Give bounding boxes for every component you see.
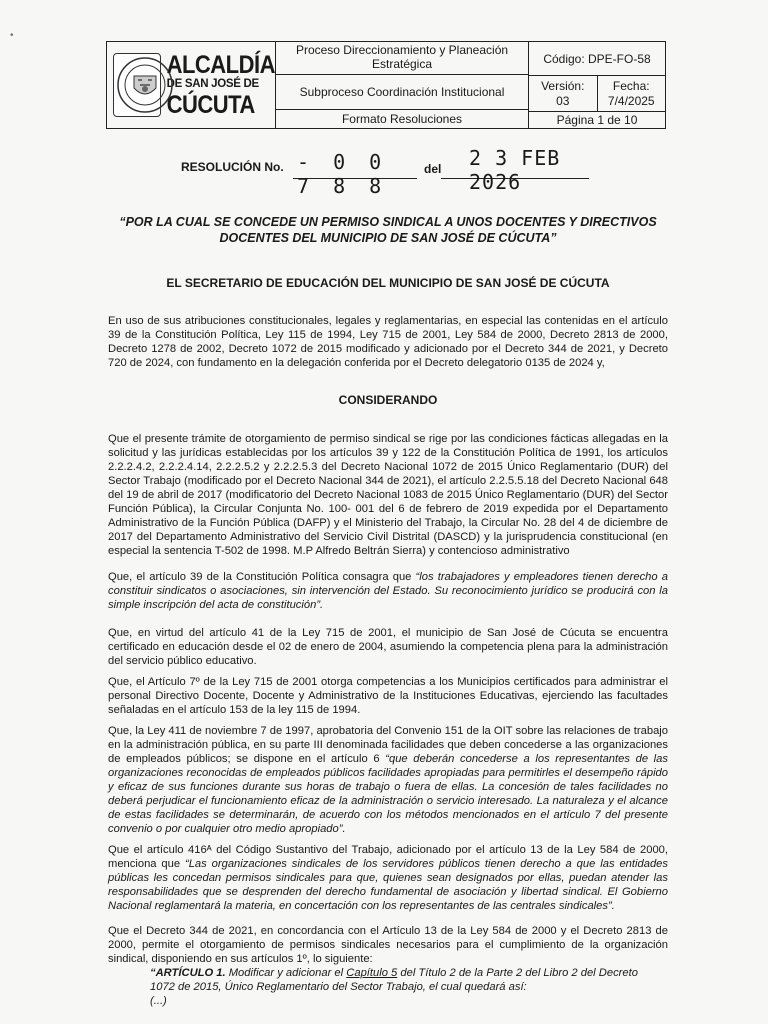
considerando-paragraph-5 (108, 724, 668, 836)
paragraph-5-quote: “que deberán concederse a los representantes de las organizaciones reconocidas de empleados públicos facilidades apropiadas para permitirles el desempeño rápido y eficaz de sus funciones durante sus horas de trabajo o fuera de ellas. La concesión de tales facilidades no deberá perjudicar el funcionamiento eficaz de la administración o servicio interesado. La naturaleza y el alcance de estas facilidades se determinarán, de acuerdo con los métodos mencionados en el artículo 7 del presente convenio o por cualquier otro medio apropiado”. (108, 753, 668, 835)
article-1-text-b: del Título 2 de la Parte 2 del Libro 2 del Decreto 1072 de 2015, Único Reglamentario del Sector Trabajo, el cual quedará así: (150, 967, 638, 993)
article-1-text-a: Modificar y adicionar el (228, 967, 347, 979)
document-header-table (106, 41, 666, 129)
intro-paragraph: En uso de sus atribuciones constitucionales, legales y reglamentarias, en especial las contenidas en el artículo 39 de la Constitución Política, Ley 115 de 1994, Ley 715 de 2001, Ley 584 de 2000, Decreto 2813 de 2000, Decreto 1278 de 2002, Decreto 1072 de 2015 modificado y adicionado por el Decreto 344 de 2021, y Decreto 720 de 2024, con fundamento en la delegación conferida por el Decreto delegatorio 0135 de 2024 y, (108, 315, 668, 369)
considerando-paragraph-7: Que el Decreto 344 de 2021, en concordancia con el Artículo 13 de la Ley 584 de 2000 y el Decreto 2813 de 2000, permite el otorgamiento de permisos sindicales necesarios para el cumplimiento de la organización sindical, disponiendo en sus artículos 1º, lo siguiente: (108, 925, 668, 965)
page-number: Página 1 de 10 (556, 113, 638, 127)
document-control-cell (529, 42, 665, 128)
paragraph-2-quote: “los trabajadores y empleadores tienen derecho a constituir sindicatos o asociaciones, sin intervención del Estado. Su reconocimiento jurídico se producirá con la simple inscripción del acta de constitución”. (108, 571, 668, 611)
issuer-heading: EL SECRETARIO DE EDUCACIÓN DEL MUNICIPIO DE SAN JOSÉ DE CÚCUTA (166, 276, 610, 290)
version-label: Versión: (541, 78, 585, 93)
version-value: 03 (556, 93, 570, 108)
resolution-number-field (293, 150, 417, 198)
scan-speck: • (10, 30, 14, 41)
article-1-ellipsis: (...) (150, 995, 167, 1007)
process-cell (276, 42, 529, 128)
resolution-date-field (441, 146, 589, 194)
resolution-label: RESOLUCIÓN No. (181, 160, 284, 174)
considerando-paragraph-6 (108, 843, 668, 913)
considerando-paragraph-2 (108, 570, 668, 612)
paragraph-6-text: Que el artículo 416ᴬ del Código Sustantivo del Trabajo, adicionado por el artículo 13 de la Ley 584 de 2000, menciona que (108, 844, 668, 870)
paragraph-2-text: Que, el artículo 39 de la Constitución Política consagra que (108, 571, 416, 583)
resolution-date: 2 3 FEB 2026 (469, 146, 561, 194)
process-name: Proceso Direccionamiento y Planeación Estratégica (276, 42, 528, 75)
resolution-del-label: del (424, 162, 442, 176)
article-1-quote (150, 966, 655, 1008)
article-1-chapter-link: Capítulo 5 (346, 967, 398, 979)
date-block (598, 76, 666, 111)
document-code: Código: DPE-FO-58 (529, 42, 665, 76)
date-label: Fecha: (612, 78, 650, 93)
article-1-heading: “ARTÍCULO 1. (150, 967, 229, 979)
date-value: 7/4/2025 (607, 93, 655, 108)
format-name: Formato Resoluciones (341, 112, 463, 126)
brand-line-3: CÚCUTA (166, 89, 255, 119)
resolution-number: - 0 0 7 8 8 (297, 150, 388, 198)
subprocess-name: Subproceso Coordinación Institucional (276, 75, 528, 110)
considerando-heading: CONSIDERANDO (338, 393, 438, 407)
considerando-paragraph-4: Que, el Artículo 7º de la Ley 715 de 2001 otorga competencias a los Municipios certificados para administrar el personal Directivo Docente, Docente y Administrativo de la Instituciones Educativas, ejerciendo las facultades señaladas en el artículo 153 de la ley 115 de 1994. (108, 676, 668, 716)
version-block (529, 76, 598, 111)
city-seal-icon (113, 53, 161, 117)
brand-line-2: DE SAN JOSÉ DE (166, 78, 259, 91)
resolution-title: “POR LA CUAL SE CONCEDE UN PERMISO SINDICAL A UNOS DOCENTES Y DIRECTIVOS DOCENTES DEL MUNICIPIO DE SAN JOSÉ DE CÚCUTA” (119, 215, 657, 246)
paragraph-6-quote: “Las organizaciones sindicales de los servidores públicos tienen derecho a que las entidades públicas les concedan permisos sindicales para que, quienes sean designados por ellas, puedan atender las responsabilidades que se desprenden del derecho fundamental de asociación y libertad sindical. El Gobierno Nacional reglamentará la materia, en concertación con los representantes de las centrales sindicales”. (108, 858, 668, 912)
brand-line-1: ALCALDÍA (166, 50, 275, 80)
brand-wordmark (166, 50, 275, 119)
logo-cell (107, 42, 276, 128)
paragraph-5-text: Que, la Ley 411 de noviembre 7 de 1997, aprobatoria del Convenio 151 de la OIT sobre las relaciones de trabajo en la administración pública, en su parte III denominada facilidades que deben concederse a las organizaciones de empleados públicos; se dispone en el artículo 6 (108, 725, 668, 765)
considerando-paragraph-3: Que, en virtud del artículo 41 de la Ley 715 de 2001, el municipio de San José de Cúcuta se encuentra certificado en educación desde el 02 de enero de 2004, asumiendo la competencia plena para la administración del servicio público educativo. (108, 627, 668, 667)
version-date-row (529, 76, 665, 112)
considerando-paragraph-1: Que el presente trámite de otorgamiento de permiso sindical se rige por las condiciones fácticas allegadas en la solicitud y las jurídicas establecidas por los artículos 39 y 122 de la Constitución Política de 1991, los artículos 2.2.2.4.2, 2.2.2.4.14, 2.2.2.5.2 y 2.2.2.5.3 del Decreto Nacional 1072 de 2015 Único Reglamentario (DUR) del Sector Trabajo (modificado por el Decreto Nacional 344 de 2021), el artículo 2.2.5.5.18 del Decreto Nacional 648 del 19 de abril de 2017 (modificatorio del Decreto Nacional 1083 de 2015 Único Reglamentario (DUR) del Sector Función Pública), la Circular Conjunta No. 100- 001 del 6 de febrero de 2019 expedida por el Departamento Administrativo de la Función Pública (DAFP) y el Ministerio del Trabajo, la Circular No. 28 del 4 de diciembre de 2017 del Departamento Administrativo del Servicio Civil Distrital (DASCD) y la jurisprudencia constitucional (en especial la sentencia T-502 de 1998. M.P Alfredo Beltrán Sierra) y contencioso administrativo (108, 433, 668, 557)
